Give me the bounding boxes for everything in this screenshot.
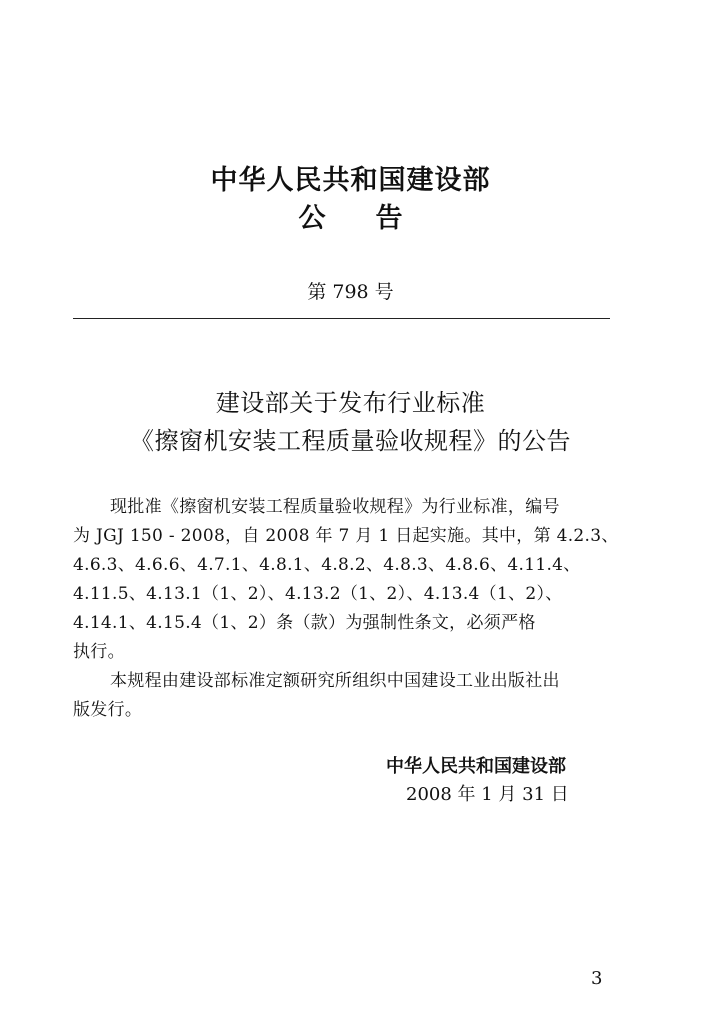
body-line: 4.6.3、4.6.6、4.7.1、4.8.1、4.8.2、4.8.3、4.8.6、4.11.4、	[73, 555, 581, 575]
notice-type-heading: 公告	[298, 203, 453, 234]
page-number: 3	[591, 968, 603, 989]
body-line: 现批准《擦窗机安装工程质量验收规程》为行业标准，编号	[110, 497, 560, 517]
notice-title-line-2: 《擦窗机安装工程质量验收规程》的公告	[130, 427, 571, 455]
signature-organization: 中华人民共和国建设部	[386, 756, 566, 777]
body-line: 本规程由建设部标准定额研究所组织中国建设工业出版社出	[110, 671, 560, 691]
body-line: 4.14.1、4.15.4（1、2）条（款）为强制性条文，必须严格	[73, 613, 536, 633]
notice-title-line-1: 建设部关于发布行业标准	[215, 389, 486, 417]
body-line: 4.11.5、4.13.1（1、2）、4.13.2（1、2）、4.13.4（1、2）、	[73, 584, 563, 604]
notice-number: 第 798 号	[307, 281, 394, 303]
body-line: 执行。	[73, 642, 125, 662]
divider-rule	[73, 318, 610, 319]
issuer-heading: 中华人民共和国建设部	[210, 165, 491, 196]
body-line: 版发行。	[73, 700, 143, 720]
body-line: 为 JGJ 150 - 2008，自 2008 年 7 月 1 日起实施。其中，第 4.2.3、	[73, 526, 619, 546]
signature-date: 2008 年 1 月 31 日	[406, 784, 569, 805]
